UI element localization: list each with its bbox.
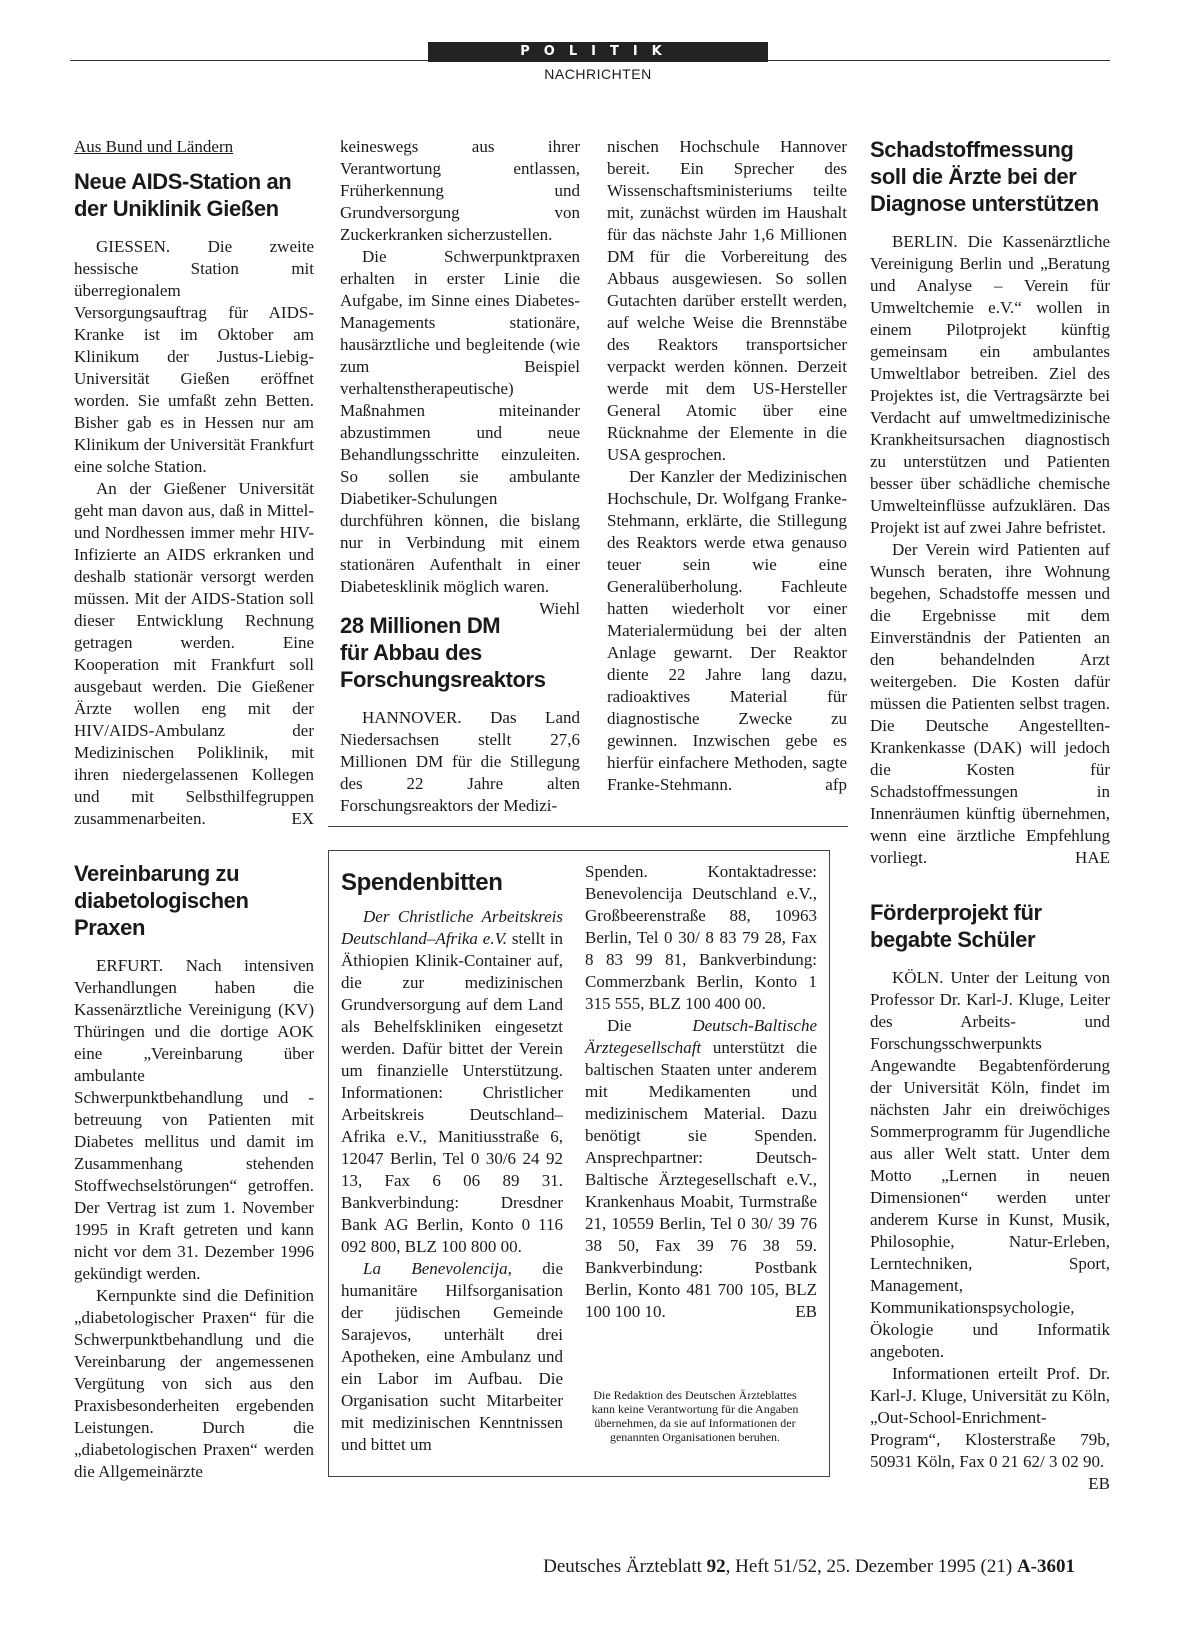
paragraph: keineswegs aus ihrer Verantwortung entlassen, Früherkennung und Grundversorgung von Zuckerkranken sicherzustellen. — [340, 137, 580, 244]
paragraph: Informationen erteilt Prof. Dr. Karl-J. Kluge, Universität zu Köln, „Out-School-Enrichment-Program“, Klosterstraße 79b, 50931 Köln, Fax 0 21 62/ 3 02 90. EB — [870, 1364, 1110, 1493]
paragraph: La Benevolencija, die humanitäre Hilfsorganisation der jüdischen Gemeinde Sarajevos, unterhält drei Apotheken, eine Ambulanz und ein Labor im Aufbau. Die Organisation sucht Mitarbeiter mit medizinischen Kenntnissen und bittet um — [341, 1259, 563, 1454]
article-title-aids: Neue AIDS-Station an der Uniklinik Gießen — [74, 169, 292, 221]
author-sig: EB — [795, 1302, 817, 1321]
paragraph: HANNOVER. Das Land Niedersachsen stellt 27,6 Millionen DM für die Stillegung des 22 Jahre alten Forschungsreaktors der Medizi- — [340, 708, 580, 815]
box-column-2 — [585, 861, 817, 1323]
column-3 — [607, 136, 847, 796]
box-divider — [328, 826, 848, 827]
paragraph: KÖLN. Unter der Leitung von Professor Dr. Karl-J. Kluge, Leiter des Arbeits- und Forschungsschwerpunkts Angewandte Begabtenförderung der Universität Köln, findet im nächsten Jahr ein dreiwöchiges Sommerprogramm für Jugendliche aus aller Welt statt. Unter dem Motto „Lernen in neuen Dimensionen“ werden unter anderem Kurse in Kunst, Musik, Philosophie, Natur-Erleben, Lerntechniken, Sport, Management, Kommunikationspsychologie, Ökologie und Informatik angeboten. — [870, 968, 1110, 1361]
page-footer: Deutsches Ärzteblatt 92, Heft 51/52, 25. Dezember 1995 (21) A-3601 — [543, 1556, 1075, 1577]
box-title: Spendenbitten — [341, 869, 503, 896]
paragraph: Der Verein wird Patienten auf Wunsch beraten, ihre Wohnung begehen, Schadstoffe messen und die Ergebnisse mit dem Einverständnis der Patienten an den behandelnden Arzt weitergeben. Die Kosten dafür müssen die Patienten selbst tragen. Die Deutsche Angestellten-Krankenkasse (DAK) will jedoch die Kosten für Schadstoffmessungen in Innenräumen künftig übernehmen, wenn eine ärztliche Empfehlung vorliegt. HAE — [870, 540, 1110, 867]
paragraph: Die Deutsch-Baltische Ärztegesellschaft unterstützt die baltischen Staaten unter anderem mit Medikamenten und medizinischem Material. Dazu benötigt sie Spenden. Ansprechpartner: Deutsch-Baltische Ärztegesellschaft e.V., Krankenhaus Moabit, Turmstraße 21, 10559 Berlin, Tel 0 30/ 39 76 38 50, Fax 39 76 38 59. Bankverbindung: Postbank Berlin, Konto 481 700 105, BLZ 100 100 10. EB — [585, 1016, 817, 1321]
paragraph: GIESSEN. Die zweite hessische Station mit überregionalem Versorgungsauftrag für AIDS-Kranke ist im Oktober am Klinikum der Justus-Liebig-Universität Gießen eröffnet worden. Sie umfaßt zehn Betten. Bisher gab es in Hessen nur am Klinikum der Universität Frankfurt eine solche Station. — [74, 237, 314, 476]
section-label: POLITIK — [428, 42, 768, 62]
paragraph: Spenden. Kontaktadresse: Benevolencija Deutschland e.V., Großbeerenstraße 88, 10963 Berlin, Tel 0 30/ 8 83 79 28, Fax 8 83 99 81, Bankverbindung: Commerzbank Berlin, Konto 1 315 555, BLZ 100 400 00. — [585, 862, 817, 1013]
donations-box — [328, 850, 830, 1477]
author-sig: EX — [291, 809, 314, 828]
paragraph: nischen Hochschule Hannover bereit. Ein Sprecher des Wissenschaftsministeriums teilte mit, zunächst würden im Haushalt für das nächste Jahr 1,6 Millionen DM für die Vorbereitung des Abbaus ausgewiesen. So sollen Gutachten darüber erstellt werden, auf welche Weise die Brennstäbe des Reaktors transportsicher verpackt werden können. Derzeit werde mit dem US-Hersteller General Atomic über eine Rücknahme der Elemente in die USA gesprochen. — [607, 137, 847, 464]
column-4 — [870, 136, 1110, 1495]
article-title-diabetes: Vereinbarung zu diabetologischen Praxen — [74, 861, 249, 940]
editorial-disclaimer: Die Redaktion des Deutschen Ärzteblattes kann keine Verantwortung für die Angaben übernehmen, da sie auf Informationen der genannten Organisationen beruhen. — [591, 1388, 799, 1444]
paragraph: BERLIN. Die Kassenärztliche Vereinigung Berlin und „Beratung und Analyse – Verein für Umweltchemie e.V.“ wollen in einem Pilotprojekt künftig gemeinsam ein ambulantes Umweltlabor betreiben. Ziel des Projektes ist, die Vertragsärzte bei Verdacht auf umweltmedizinische Krankheitsursachen diagnostisch zu unterstützen und Patienten besser über schädliche chemische Umwelteinflüsse aufzuklären. Das Projekt ist auf zwei Jahre befristet. — [870, 232, 1110, 537]
article-title-reactor: 28 Millionen DM für Abbau des Forschungsreaktors — [340, 613, 546, 692]
paragraph: An der Gießener Universität geht man davon aus, daß in Mittel- und Nordhessen immer mehr HIV-Infizierte an AIDS erkranken und deshalb stationär versorgt werden müssen. Mit der AIDS-Station soll dieser Entwicklung Rechnung getragen werden. Eine Kooperation mit Frankfurt soll ausgebaut werden. Die Gießener Ärzte wollen eng mit der HIV/AIDS-Ambulanz der Medizinischen Poliklinik, mit ihren niedergelassenen Kollegen und mit Selbsthilfegruppen zusammenarbeiten. EX — [74, 479, 314, 828]
paragraph: Der Christliche Arbeitskreis Deutschland–Afrika e.V. stellt in Äthiopien Klinik-Container auf, die zur medizinischen Grundversorgung auf dem Land als Behelfskliniken eingesetzt werden. Dafür bittet der Verein um finanzielle Unterstützung. Informationen: Christlicher Arbeitskreis Deutschland–Afrika e.V., Manitiusstraße 6, 12047 Berlin, Tel 0 30/6 24 92 13, Fax 6 06 89 31. Bankverbindung: Dresdner Bank AG Berlin, Konto 0 116 092 800, BLZ 100 800 00. — [341, 907, 563, 1256]
author-sig: HAE — [1075, 848, 1110, 867]
article-title-gifted: Förderprojekt für begabte Schüler — [870, 900, 1042, 952]
paragraph: ERFURT. Nach intensiven Verhandlungen haben die Kassenärztliche Vereinigung (KV) Thüringen und die dortige AOK eine „Vereinbarung über ambulante Schwerpunktbehandlung und -betreuung von Patienten mit Diabetes mellitus und damit im Zusammenhang stehenden Stoffwechselstörungen“ getroffen. Der Vertrag ist zum 1. November 1995 in Kraft getreten und kann nicht vor dem 31. Dezember 1996 gekündigt werden. — [74, 956, 314, 1283]
article-title-pollutant: Schadstoffmessung soll die Ärzte bei der Diagnose unterstützen — [870, 137, 1099, 216]
page-number: A-3601 — [1016, 1556, 1075, 1577]
author-sig: afp — [825, 775, 847, 794]
author-sig: EB — [1088, 1474, 1110, 1493]
paragraph: Die Schwerpunktpraxen erhalten in erster Linie die Aufgabe, im Sinne eines Diabetes-Managements stationäre, hausärztliche und begleitende (wie zum Beispiel verhaltenstherapeutische) Maßnahmen miteinander abzustimmen und neue Behandlungsschritte einzuleiten. So sollen sie ambulante Diabetiker-Schulungen durchführen können, die bislang nur in Verbindung mit einem stationären Aufenthalt in einer Diabetesklinik möglich waren. Wiehl — [340, 247, 580, 618]
author-sig: Wiehl — [539, 599, 580, 618]
paragraph: Kernpunkte sind die Definition „diabetologischer Praxen“ für die Schwerpunktbehandlung und die Vereinbarung der angemessenen Vergütung von sich aus den Praxisbesonderheiten ergebenden Leistungen. Durch die „diabetologischen Praxen“ werden die Allgemeinärzte — [74, 1286, 314, 1481]
column-2 — [340, 136, 580, 817]
kicker: Aus Bund und Ländern — [74, 137, 234, 156]
subsection-label: NACHRICHTEN — [544, 66, 652, 82]
box-column-1 — [341, 863, 563, 1456]
column-1 — [74, 136, 314, 1483]
paragraph: Der Kanzler der Medizinischen Hochschule, Dr. Wolfgang Franke-Stehmann, erklärte, die Stillegung des Reaktors werde etwa genauso teuer sein wie eine Generalüberholung. Fachleute hatten wiederholt vor einer Materialermüdung bei der alten Anlage gewarnt. Der Reaktor diente 22 Jahre lang dazu, radioaktives Material für diagnostische Zwecke zu gewinnen. Inzwischen gebe es hierfür einfachere Methoden, sagte Franke-Stehmann. afp — [607, 467, 847, 794]
